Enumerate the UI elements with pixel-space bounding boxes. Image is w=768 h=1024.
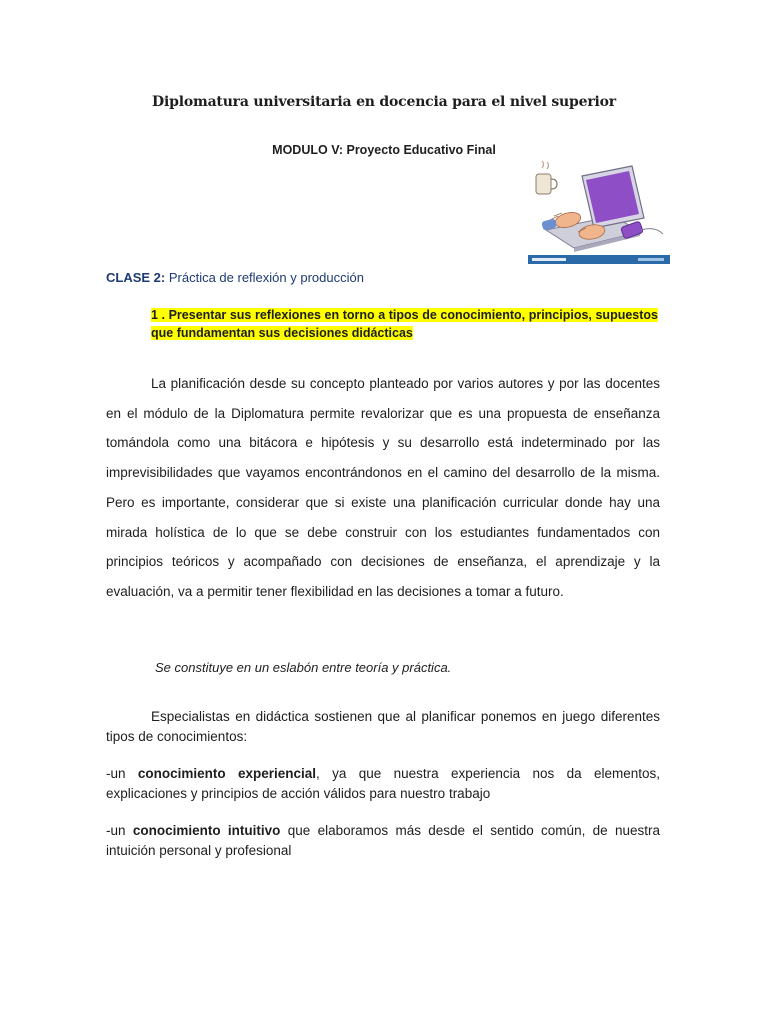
document-title: Diplomatura universitaria en docencia para el nivel superior [152, 94, 616, 110]
class-heading-label: CLASE 2: [106, 270, 166, 285]
intuitive-term: conocimiento intuitivo [132, 823, 281, 838]
assignment-prompt-text: 1 . Presentar sus reflexiones en torno a tipos de conocimiento, principios, supuestos que fundamentan sus decisiones didácticas [151, 308, 658, 340]
experiential-knowledge-item [106, 764, 660, 804]
laptop-typing-illustration [528, 160, 670, 264]
intuitive-prefix: -un [106, 823, 133, 838]
class-heading-text: Práctica de reflexión y producción [165, 270, 364, 285]
intuitive-description: que elaboramos más desde el sentido común, de nuestra intuición personal y profesional [106, 823, 661, 858]
class-heading [106, 270, 364, 285]
italic-statement: Se constituye en un eslabón entre teoría y práctica. [155, 660, 452, 675]
coffee-mug-icon [536, 174, 551, 194]
specialists-paragraph: Especialistas en didáctica sostienen que al planificar ponemos en juego diferentes tipos de conocimientos: [106, 709, 660, 744]
experiential-prefix: -un [106, 766, 138, 781]
experiential-term: conocimiento experiencial [137, 766, 317, 781]
main-paragraph: La planificación desde su concepto planteado por varios autores y por las docentes en el módulo de la Diplomatura permite revalorizar que es una propuesta de enseñanza tomándola como una bitácora e hipótesis y su desarrollo está indeterminado por las imprevisibilidades que vayamos encontrándonos en el camino del desarrollo de la misma. Pero es importante, considerar que si existe una planificación curricular donde hay una mirada holística de lo que se debe construir con los estudiantes fundamentados con principios teóricos y acompañado con decisiones de enseñanza, el aprendizaje y la evaluación, va a permitir tener flexibilidad en las decisiones a tomar a futuro. [106, 376, 660, 599]
experiential-description: , ya que nuestra experiencia nos da elementos, explicaciones y principios de acción válidos para nuestro trabajo [106, 766, 660, 801]
intuitive-knowledge-item [106, 821, 660, 861]
module-title: MODULO V: Proyecto Educativo Final [272, 143, 496, 157]
assignment-prompt [151, 306, 658, 342]
